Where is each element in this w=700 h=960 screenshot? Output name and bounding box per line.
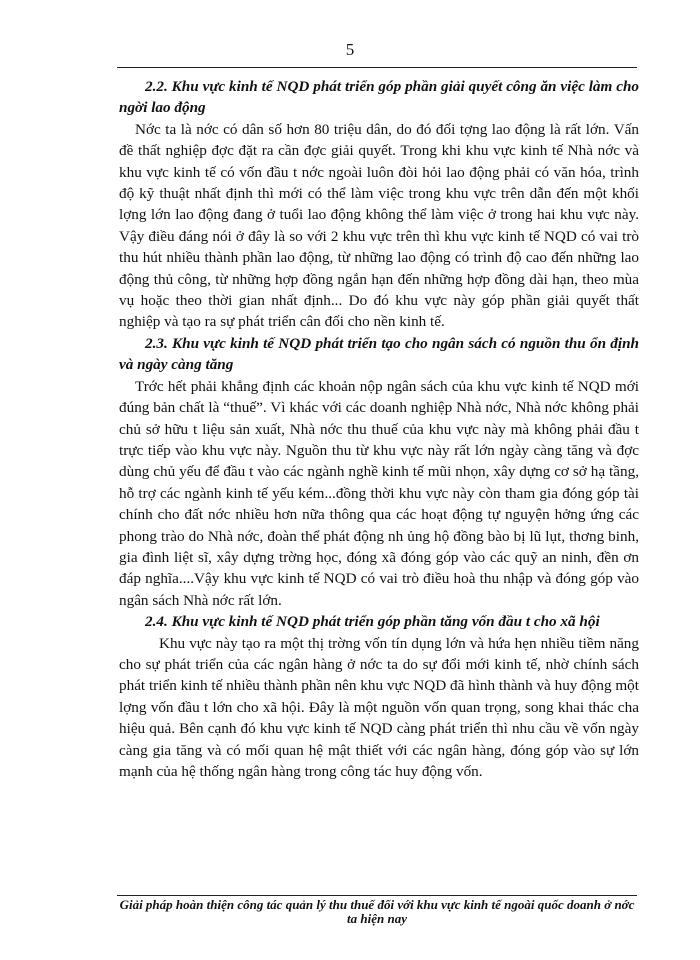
section-2-4-paragraph: Khu vực này tạo ra một thị trờng vốn tín dụng lớn và hứa hẹn nhiều tiềm năng cho sự phát triển của các ngân hàng ở nớc ta do sự đổi mới kinh tế, nhờ chính sách phát triển kinh tế nhiều thành phần nên khu vực NQD đã hình thành và huy động một lợng vốn đầu t lớn cho xã hội. Đây là một nguồn vốn quan trọng, song khai thác cha hiệu quả. Bên cạnh đó khu vực kinh tế NQD càng phát triển thì nhu cầu về vốn ngày càng gia tăng và có mối quan hệ mật thiết với các ngân hàng, đóng góp vào sự lớn mạnh của hệ thống ngân hàng trong công tác huy động vốn. [119, 634, 639, 780]
page-footer: Giải pháp hoàn thiện công tác quản lý thu thuế đối với khu vực kinh tế ngoài quốc doanh ở nớc ta hiện nay [119, 898, 635, 926]
section-heading-2-3: 2.3. Khu vực kinh tế NQD phát triển tạo cho ngân sách có nguồn thu ổn định và ngày càng tăng [119, 334, 639, 374]
page-number: 5 [345, 40, 355, 59]
section-2-3-paragraph: Trớc hết phải khẳng định các khoản nộp ngân sách của khu vực kinh tế NQD mới đúng bản chất là “thuế”. Vì khác với các doanh nghiệp Nhà nớc, Nhà nớc không phải chủ sở hữu t liệu sản xuất, Nhà nớc thu thuế của khu vực này mà không phải đầu t trực tiếp vào khu vực này. Nguồn thu từ khu vực này rất lớn ngày càng tăng và đợc dùng chủ yếu để đầu t vào các ngành nghề kinh tế mũi nhọn, xây dựng cơ sở hạ tầng, hỗ trợ các ngành kinh tế yếu kém...đồng thời khu vực này còn tham gia đóng góp tài chính cho đất nớc nhiều hơn nữa thông qua các hoạt động tự nguyện hởng ứng các phong trào do Nhà nớc, đoàn thể phát động nh ủng hộ đồng bào bị lũ lụt, thơng binh, gia đình liệt sĩ, xây dựng trờng học, đóng xã đóng góp vào các quỹ an ninh, đền ơn đáp nghĩa....Vậy khu vực kinh tế NQD có vai trò điều hoà thu nhập và đóng góp vào ngân sách Nhà nớc rất lớn. [119, 377, 639, 609]
header-rule [117, 67, 637, 68]
section-heading-2-2: 2.2. Khu vực kinh tế NQD phát triển góp phần giải quyết công ăn việc làm cho ngời lao động [119, 78, 639, 117]
section-heading-2-4: 2.4. Khu vực kinh tế NQD phát triển góp phần tăng vốn đầu t cho xã hội [145, 613, 600, 631]
document-body [119, 76, 639, 782]
section-2-2-paragraph: Nớc ta là nớc có dân số hơn 80 triệu dân, do đó đối tợng lao động là rất lớn. Vấn đề thất nghiệp đợc đặt ra cần đợc giải quyết. Trong khi khu vực kinh tế Nhà nớc và khu vực kinh tế có vốn đầu t nớc ngoài luôn đòi hỏi lao động phải có văn hóa, trình độ kỹ thuật nhất định thì mới có thể làm việc trong khu vực trên dẫn đến một khối lợng lớn lao động đang ở tuổi lao động không thể làm việc ở trong hai khu vực này. Vậy điều đáng nói ở đây là so với 2 khu vực trên thì khu vực kinh tế NQD có vai trò thu hút nhiều thành phần lao động, từ những lao động có trình độ cao đến những lao động thủ công, từ những hợp đồng ngắn hạn đến những hợp đồng dài hạn, theo mùa vụ hoặc theo thời gian nhất định... Do đó khu vực này góp phần giải quyết thất nghiệp và tạo ra sự phát triển cân đối cho nền kinh tế. [119, 120, 639, 331]
footer-rule [117, 895, 637, 896]
